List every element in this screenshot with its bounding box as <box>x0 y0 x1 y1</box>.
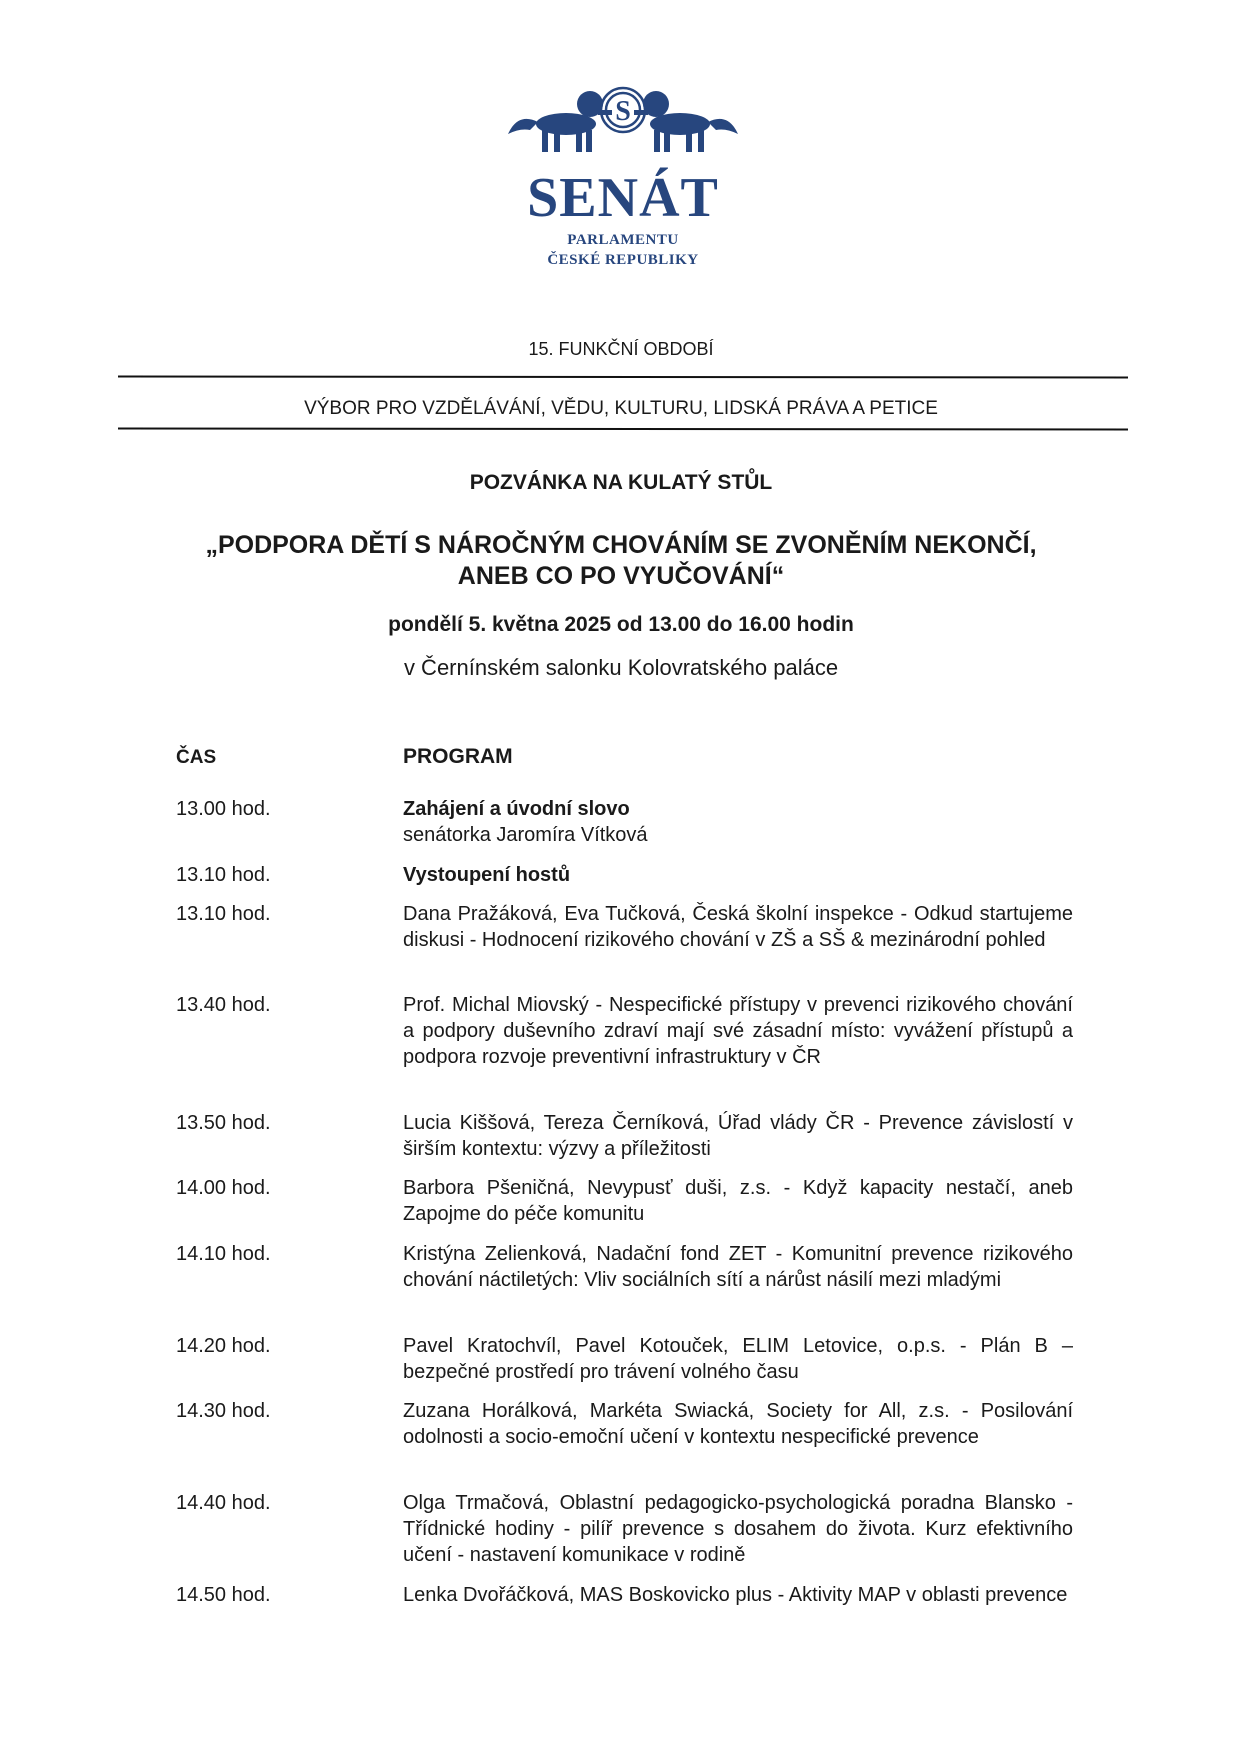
logo-name: SENÁT <box>527 167 719 229</box>
committee-name: VÝBOR PRO VZDĚLÁVÁNÍ, VĚDU, KULTURU, LIDSKÁ PRÁVA A PETICE <box>304 398 938 419</box>
row-description: Kristýna Zelienková, Nadační fond ZET - Komunitní prevence rizikového chování náctiletých: Vliv sociálních sítí a nárůst násilí mezi mladými <box>403 1243 1073 1291</box>
row-description: Barbora Pšeničná, Nevypusť duši, z.s. - Když kapacity nestačí, aneb Zapojme do péče komunitu <box>403 1177 1073 1225</box>
row-title: Zahájení a úvodní slovo <box>403 798 630 820</box>
column-header-time: ČAS <box>176 747 217 768</box>
row-text: senátorka Jaromíra Vítková <box>403 824 648 846</box>
row-time: 14.50 hod. <box>176 1584 271 1606</box>
row-description: Dana Pražáková, Eva Tučková, Česká školní inspekce - Odkud startujeme diskusi - Hodnocení rizikového chování v ZŠ a SŠ & mezinárodní pohled <box>403 903 1073 951</box>
event-venue: v Černínském salonku Kolovratského paláce <box>403 655 839 680</box>
row-description: Pavel Kratochvíl, Pavel Kotouček, ELIM Letovice, o.p.s. - Plán B – bezpečné prostředí pro trávení volného času <box>403 1335 1073 1383</box>
row-time: 13.10 hod. <box>176 903 271 925</box>
row-description: Lucia Kiššová, Tereza Černíková, Úřad vlády ČR - Prevence závislostí v širším kontextu: výzvy a příležitosti <box>403 1112 1073 1160</box>
row-description: Prof. Michal Miovský - Nespecifické přístupy v prevenci rizikového chování a podpory duševního zdraví mají své zásadní místo: vyvážení přístupů a podpora rozvoje preventivní infrastruktury v ČR <box>403 994 1073 1068</box>
event-title-line-2: ANEB CO PO VYUČOVÁNÍ“ <box>457 562 785 590</box>
row-time: 14.10 hod. <box>176 1243 271 1265</box>
row-time: 14.40 hod. <box>176 1492 271 1514</box>
column-header-program: PROGRAM <box>403 745 513 768</box>
row-time: 14.00 hod. <box>176 1177 271 1199</box>
row-time: 14.20 hod. <box>176 1335 271 1357</box>
row-time: 13.10 hod. <box>176 864 271 886</box>
row-time: 13.00 hod. <box>176 798 271 820</box>
event-date: pondělí 5. května 2025 od 13.00 do 16.00 hodin <box>388 613 854 636</box>
term-period: 15. FUNKČNÍ OBDOBÍ <box>528 339 714 359</box>
svg-text:S: S <box>615 96 631 127</box>
row-description: Zuzana Horálková, Markéta Swiacká, Society for All, z.s. - Posilování odolnosti a socio-emoční učení v kontextu nespecifické prevence <box>403 1400 1073 1448</box>
row-description <box>403 796 1073 848</box>
row-time: 13.50 hod. <box>176 1112 271 1134</box>
logo-subtitle-1: PARLAMENTU <box>567 232 679 248</box>
event-title-line-1: „PODPORA DĚTÍ S NÁROČNÝM CHOVÁNÍM SE ZVONĚNÍM NEKONČÍ, <box>205 531 1037 559</box>
row-time: 14.30 hod. <box>176 1400 271 1422</box>
row-description: Lenka Dvořáčková, MAS Boskovicko plus - Aktivity MAP v oblasti prevence <box>403 1584 1068 1606</box>
logo-subtitle-2: ČESKÉ REPUBLIKY <box>547 252 699 268</box>
invitation-heading: POZVÁNKA NA KULATÝ STŮL <box>469 471 773 494</box>
row-time: 13.40 hod. <box>176 994 271 1016</box>
row-description: Olga Trmačová, Oblastní pedagogicko-psychologická poradna Blansko - Třídnické hodiny - pilíř prevence s dosahem do života. Kurz efektivního učení - nastavení komunikace v rodině <box>403 1492 1073 1566</box>
row-title: Vystoupení hostů <box>403 864 571 886</box>
row-description <box>403 862 1073 888</box>
